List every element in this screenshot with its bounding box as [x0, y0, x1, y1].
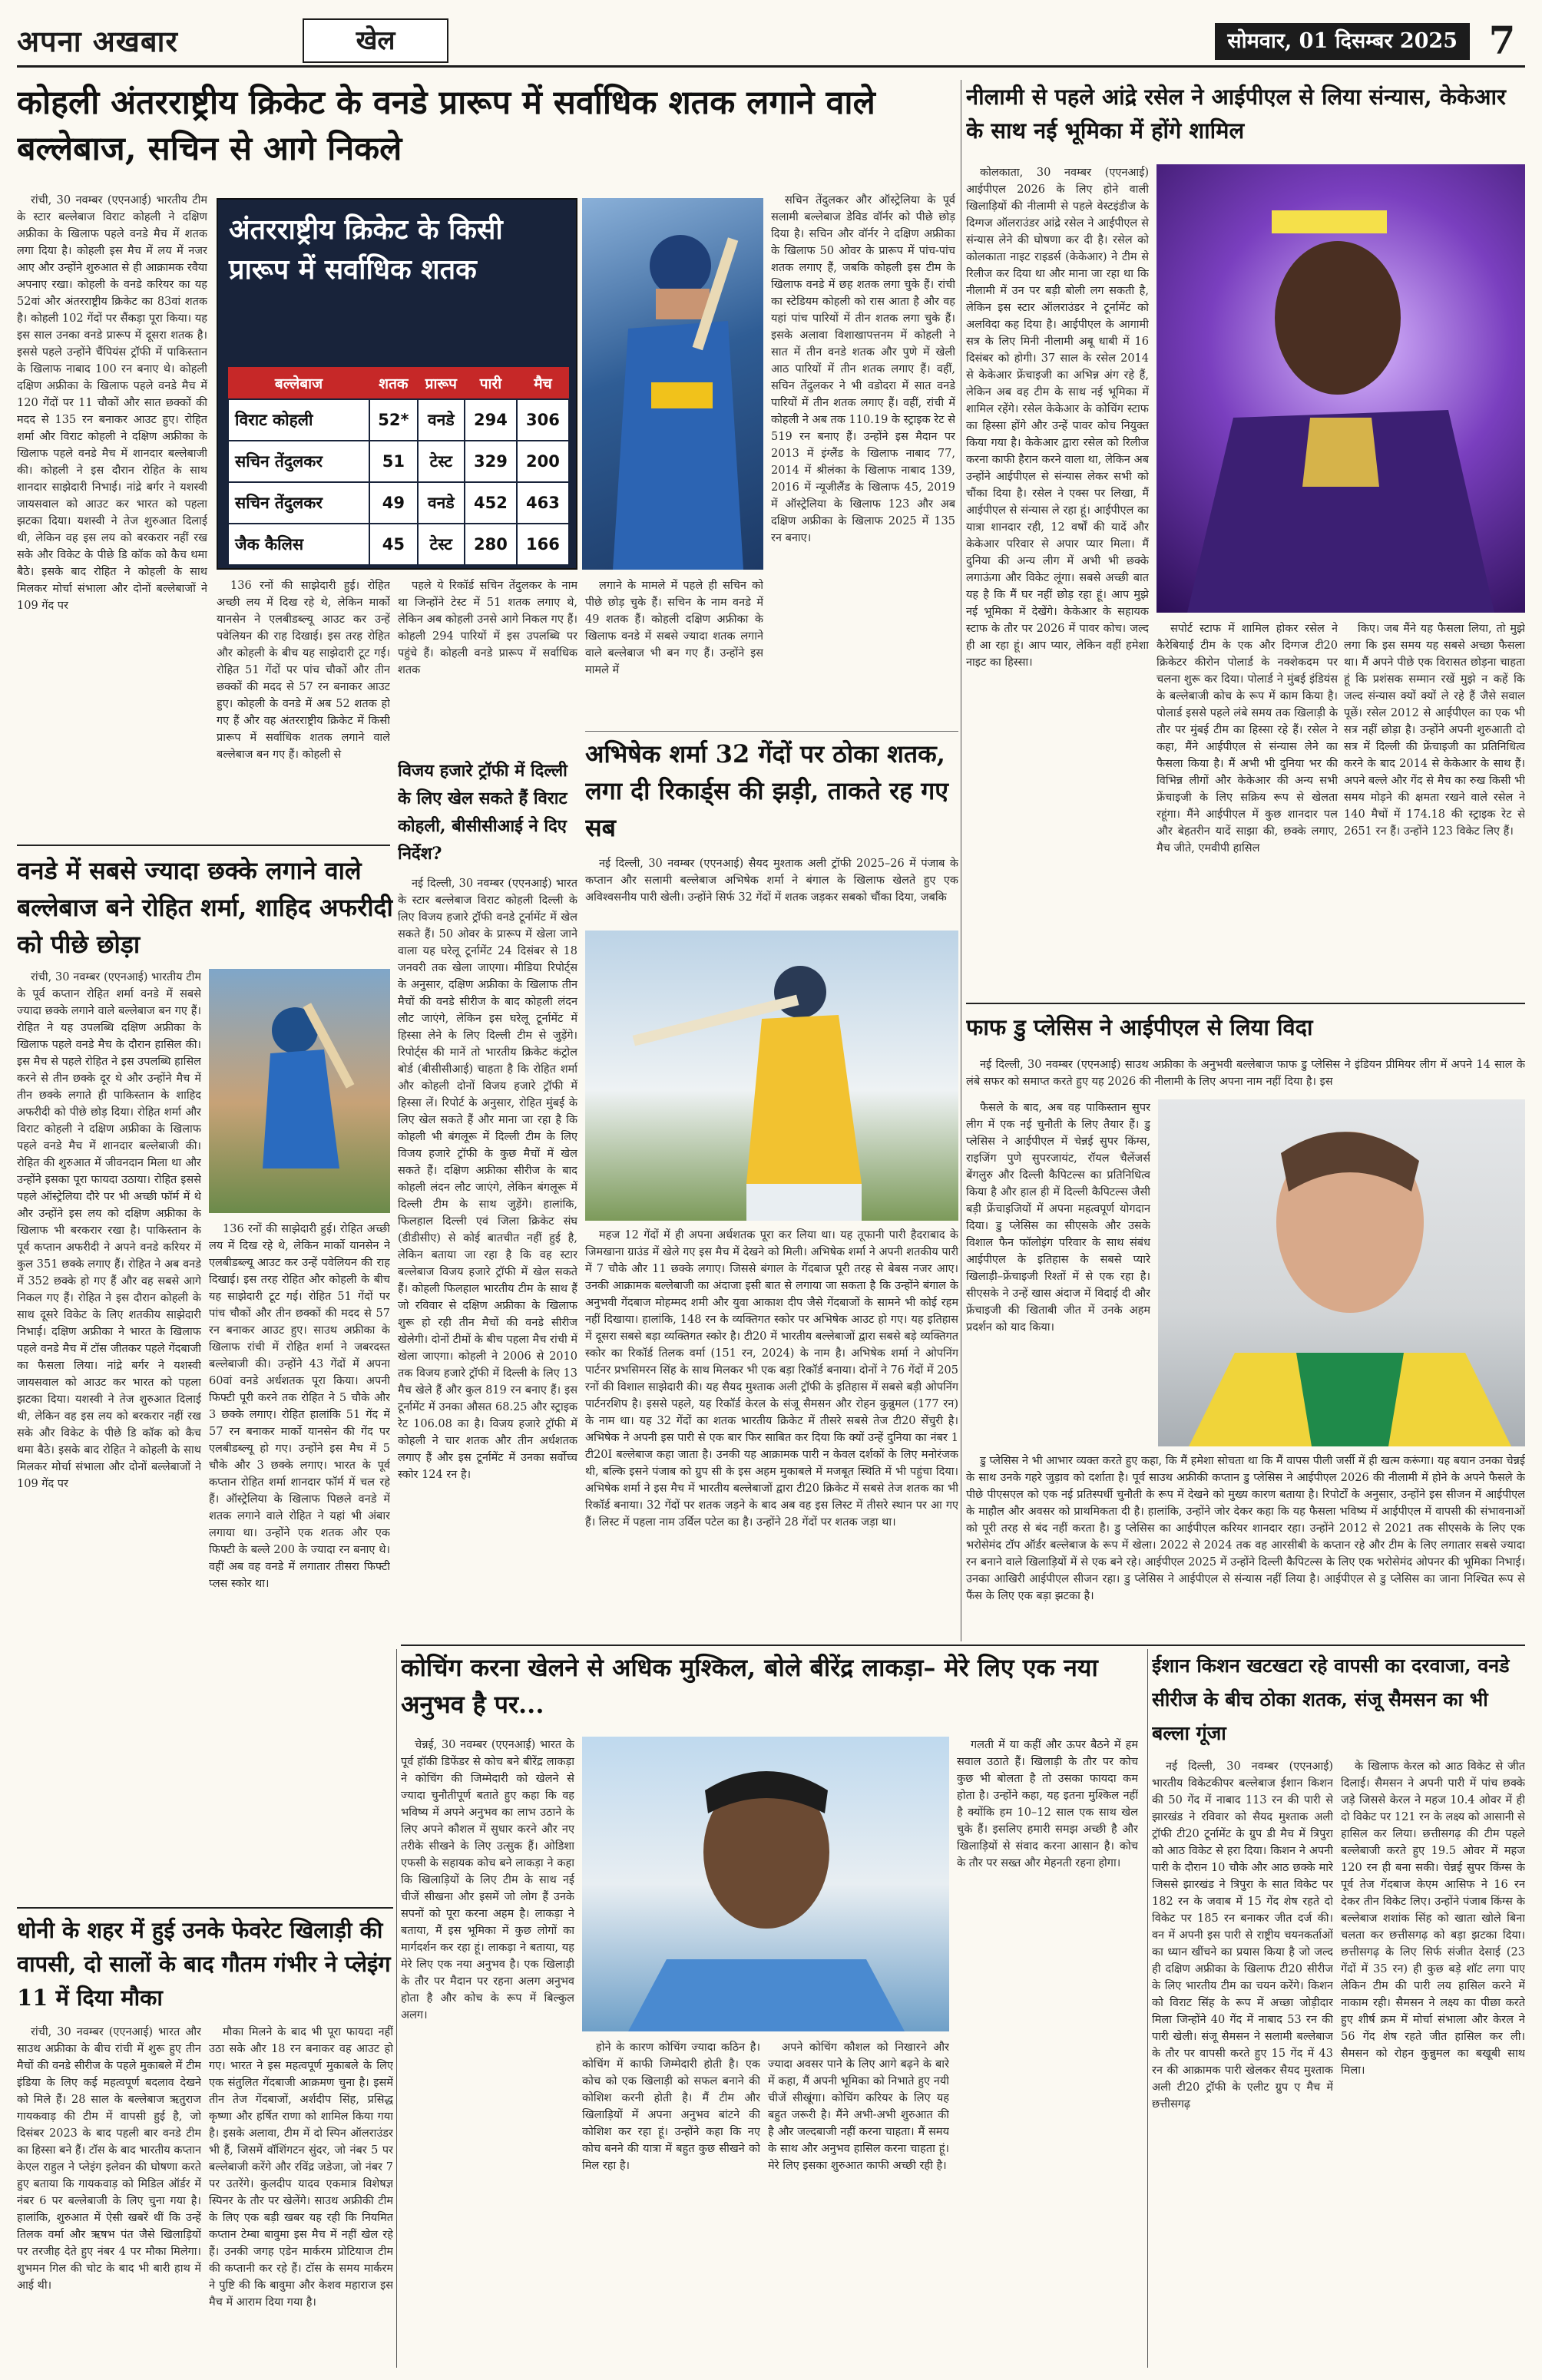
table-cell: सचिन तेंदुलकर	[228, 482, 369, 524]
vijay-headline: विजय हजारे ट्रॉफी में दिल्ली के लिए खेल सकते हैं विराट कोहली, बीसीसीआई ने दिए निर्देश?	[398, 761, 567, 864]
table-cell: टेस्ट	[418, 441, 465, 482]
faf-figure-illustration	[1158, 1099, 1525, 1446]
rohit-batting-photo	[209, 969, 390, 1213]
dhoni-headline: धोनी के शहर में हुई उनके फेवरेट खिलाड़ी की वापसी, दो सालों के बाद गौतम गंभीर ने प्लेइंग 11 में दिया मौका	[17, 1917, 391, 2011]
table-cell: विराट कोहली	[228, 399, 369, 441]
birendra-text-3: अपने कोचिंग कौशल को निखारने और ज्यादा अवसर पाने के लिए आगे बढ़ने के बारे में कहा, मैं अपनी भूमिका को निभाते हुए नयी चीजें सीखूंगा। कोचिंग करियर के लिए यह बहुत जरूरी है। मैंने अभी-अभी शुरुआत की है और जल्दबाजी नहीं करना चाहता। मैं समय के साथ और अनुभव हासिल करना चाहता हूं। मेरे लिए इसका शुरुआत काफी अच्छी रही है।	[768, 2041, 949, 2172]
kohli-column-1	[17, 192, 207, 875]
russell-text-2: सपोर्ट स्टाफ में शामिल होकर रसेल ने कैरेबियाई टीम के एक और दिग्गज टी20 क्रिकेटर कीरोन पोलार्ड के नक्शेकदम पर चलना शुरू कर दिया। पोलार्ड ने मुंबई इंडियंस के बल्लेबाजी कोच के रूप में काम किया है। पोलार्ड इससे पहले लंबे समय तक खिलाड़ी के तौर पर मुंबई टीम का हिस्सा रहे हैं। रसेल ने कहा, मैंने आईपीएल से संन्यास लेने का फैसला किया है। मैं अभी भी दुनिया भर की विभिन्न लीगों और केकेआर की अन्य सभी फ्रेंचाइजी के लिए सक्रिय रूप से खेलता रहूंगा। मैंने आईपीएल में कुछ शानदार पल और बेहतरीन यादें साझा की, छक्के लगाए, मैच जीते, एमवीपी हासिल	[1156, 623, 1338, 854]
faf-column-1	[966, 1099, 1150, 1445]
newspaper-brand: अपना अखबार	[17, 24, 178, 58]
russell-column-1	[966, 164, 1149, 995]
ishan-text-2: के खिलाफ केरल को आठ विकेट से जीत दिलाई। सैमसन ने अपनी पारी में पांच छक्के जड़े जिससे केरल ने महज 10.4 ओवर में ही दो विकेट पर 121 रन के लक्ष्य को आसानी से हासिल कर लिया। छत्तीसगढ़ की टीम पहले बल्लेबाजी करते हुए 19.5 ओवर में महज 120 रन ही बना सकी। चेन्नई सुपर किंग्स के पूर्व तेज गेंदबाज केएम आसिफ ने 16 रन देकर तीन विकेट लिए। उन्होंने पंजाब किंग्स के बल्लेबाज शशांक सिंह को खाता खोले बिना चलता कर छत्तीसगढ़ को बड़ा झटका दिया। छत्तीसगढ़ के लिए सिर्फ संजीत देसाई (23 गेंदों में 35 रन) ही कुछ बड़े शॉट लगा पाए लेकिन टीम की पारी लय हासिल करने में नाकाम रही। सैमसन ने लक्ष्य का पीछा करते हुए शीर्ष क्रम में मोर्चा संभाला और केरल ने 56 गेंद शेष रहते जीत हासिल कर ली। सैमसन को रोहन कुन्नुमल का बखूबी साथ मिला।	[1341, 1760, 1525, 2077]
birendra-figure-illustration	[582, 1737, 949, 2031]
ishan-column-1	[1152, 1758, 1333, 2368]
table-row	[228, 441, 569, 482]
rohit-column-1	[17, 969, 201, 1904]
faf-headline: फाफ डु प्लेसिस ने आईपीएल से लिया विदा	[966, 1014, 1313, 1040]
abhishek-figure-illustration	[585, 931, 958, 1221]
ishan-text-1: नई दिल्ली, 30 नवम्बर (एएनआई) भारतीय विकेटकीपर बल्लेबाज ईशान किशन की 50 गेंद में नाबाद 113 रन की पारी से झारखंड ने रविवार को सैयद मुश्ताक अली ट्रॉफी टी20 टूर्नामेंट के ग्रुप डी मैच में त्रिपुरा को आठ विकेट से हरा दिया। किशन ने अपनी पारी के दौरान 10 चौके और आठ छक्के मारे जिससे झारखंड ने त्रिपुरा के सात विकेट पर 182 रन के जवाब में 15 गेंद शेष रहते दो विकेट पर 185 रन बनाकर जीत दर्ज की। वन में अपनी इस पारी से राष्ट्रीय चयनकर्ताओं का ध्यान खींचने का प्रयास किया है जो जल्द ही दक्षिण अफ्रीका के खिलाफ टी20 सीरीज के लिए भारतीय टीम का चयन करेंगे। किशन को विराट सिंह के रूप में अच्छा जोड़ीदार मिला जिन्होंने 40 गेंद में नाबाद 53 रन की पारी खेली। संजू सैमसन ने सलामी बल्लेबाज के तौर पर वापसी करते हुए 15 गेंद में 43 रन की आक्रामक पारी खेलकर सैयद मुश्ताक अली टी20 ट्रॉफी के एलीट ग्रुप ए मैच में छत्तीसगढ़	[1152, 1760, 1333, 2111]
abhishek-intro-text: नई दिल्ली, 30 नवम्बर (एएनआई) सैयद मुश्ताक अली ट्रॉफी 2025–26 में पंजाब के कप्तान और सलामी बल्लेबाज अभिषेक शर्मा ने बंगाल के खिलाफ खेलते हुए एक अविश्वसनीय पारी खेली। उन्होंने सिर्फ 32 गेंदों में शतक जड़कर सबको चौंका दिया, जबकि	[585, 858, 958, 904]
vijay-text-1: नई दिल्ली, 30 नवम्बर (एएनआई) भारत के स्टार बल्लेबाज विराट कोहली दिल्ली के लिए विजय हजारे ट्रॉफी वनडे टूर्नामेंट में खेल सकते हैं। 50 ओवर के प्रारूप में खेला जाने वाला यह घरेलू टूर्नामेंट 24 दिसंबर से 18 जनवरी तक खेला जाएगा। मीडिया रिपोर्ट्स के अनुसार, दक्षिण अफ्रीका के खिलाफ तीन मैचों की वनडे सीरीज के बाद कोहली लंदन लौट जाएंगे, लेकिन इस घरेलू टूर्नामेंट में हिस्सा लेने के लिए दिल्ली टीम से जुड़ेंगे। रिपोर्ट्स की मानें तो भारतीय क्रिकेट कंट्रोल बोर्ड (बीसीसीआई) चाहता है कि रोहित शर्मा और कोहली दोनों विजय हजारे ट्रॉफी में हिस्सा लें। रिपोर्ट के अनुसार, रोहित मुंबई के लिए खेल सकते हैं और माना जा रहा है कि कोहली भी बंगलूरू में दिल्ली टीम के लिए विजय हजारे ट्रॉफी के कुछ मैचों में खेल सकते हैं। दक्षिण अफ्रीका सीरीज के बाद कोहली लंदन लौट जाएंगे, लेकिन बंगलूरू में दिल्ली टीम के साथ जुड़ेंगे। हालांकि, फिलहाल दिल्ली एवं जिला क्रिकेट संघ (डीडीसीए) से कोई बातचीत नहीं हुई है, लेकिन बताया जा रहा है कि वह स्टार बल्लेबाज विजय हजारे ट्रॉफी में खेल सकते हैं। कोहली फिलहाल भारतीय टीम के साथ हैं जो रविवार से दक्षिण अफ्रीका के खिलाफ शुरू हो रही तीन मैचों की वनडे सीरीज खेलेगी। दोनों टीमों के बीच पहला मैच रांची में खेला जाएगा। कोहली ने 2006 से 2010 तक विजय हजारे ट्रॉफी में दिल्ली के लिए 13 मैच खेले हैं और कुल 819 रन बनाए हैं। इस टूर्नामेंट में उनका औसत 68.25 और स्ट्राइक रेट 106.08 का है। विजय हजारे ट्रॉफी में कोहली ने चार शतक और तीन अर्धशतक लगाए हैं और इस टूर्नामेंट में उनका सर्वोच्च स्कोर 124 रन है।	[398, 878, 577, 1481]
russell-column-2	[1156, 620, 1338, 997]
birendra-column-4	[957, 1737, 1138, 2368]
abhishek-text: महज 12 गेंदों में ही अपना अर्धशतक पूरा कर लिया था। यह तूफानी पारी हैदराबाद के जिमखाना ग्राउंड में खेले गए इस मैच में देखने को मिली। अभिषेक शर्मा ने अपनी शतकीय पारी में 7 चौके और 11 छक्के लगाए। जिससे बंगाल के गेंदबाज पूरी तरह से बेबस नजर आए। उनकी आक्रामक बल्लेबाजी का अंदाजा इसी बात से लगाया जा सकता है कि उन्होंने बंगाल के अनुभवी गेंदबाज मोहम्मद शमी और युवा आकाश दीप जैसे गेंदबाजों के सामने भी कोई रहम नहीं दिखाया। हालांकि, 148 रन के व्यक्तिगत स्कोर पर अभिषेक आउट हो गए। यह इतिहास में दूसरा सबसे बड़ा व्यक्तिगत स्कोर है। टी20 में भारतीय बल्लेबाजों द्वारा सबसे बड़े व्यक्तिगत स्कोर का रिकॉर्ड तिलक वर्मा (151 रन, 2024) के नाम है। अभिषेक शर्मा ने ओपनिंग पार्टनर प्रभसिमरन सिंह के साथ मिलकर भी एक बड़ा रिकॉर्ड बनाया। दोनों ने 76 गेंदों में 205 रनों की विशाल साझेदारी की। यह सैयद मुश्ताक अली ट्रॉफी के इतिहास में सबसे बड़ी ओपनिंग पार्टनरशिप है। इससे पहले, यह रिकॉर्ड केरल के संजू सैमसन और रोहन कुन्नुमल (177 रन) के नाम था। यह 32 गेंदों का शतक भारतीय क्रिकेट में तीसरे सबसे तेज टी20 सेंचुरी है। अभिषेक ने अपनी इस पारी से एक बार फिर साबित कर दिया कि क्यों उन्हें दुनिया का नंबर 1 टी20I बल्लेबाज कहा जाता है। उनकी यह आक्रामक पारी न केवल दर्शकों के लिए मनोरंजक थी, बल्कि इसने पंजाब को ग्रुप सी के इस अहम मुकाबले में मजबूत स्थिति में भी पहुंचा दिया। अभिषेक शर्मा ने इस मैच में भारतीय बल्लेबाजों द्वारा टी20 क्रिकेट में सबसे तेज शतक का भी रिकॉर्ड बनाया। 32 गेंदों पर शतक जड़ने के बाद अब वह इस लिस्ट में तीसरे स्थान पर आ गए हैं। लिस्ट में पहला नाम उर्विल पटेल का है। उन्होंने 28 गेंदों पर शतक जड़ा था।	[585, 1229, 958, 1529]
kohli-text-1: रांची, 30 नवम्बर (एएनआई) भारतीय टीम के स्टार बल्लेबाज विराट कोहली ने दक्षिण अफ्रीका के खिलाफ पहले वनडे मैच में शतक लगा दिया है। कोहली इस मैच में लय में नजर आए और उन्होंने शुरुआत से ही आक्रामक रवैया अपनाए रखा। कोहली के वनडे करियर का यह 52वां और अंतरराष्ट्रीय क्रिकेट का 83वां शतक है। कोहली 102 गेंदों पर सैंकड़ा पूरा किया। यह इस साल उनका वनडे प्रारूप में दूसरा शतक है। इससे पहले उन्होंने चैंपियंस ट्रॉफी में पाकिस्तान के खिलाफ नाबाद 100 रन बनाए थे। कोहली दक्षिण अफ्रीका के खिलाफ पहले वनडे मैच में 120 गेंदों पर 11 चौकों और सात छक्कों की मदद से 135 रन बनाकर आउट हुए। रोहित शर्मा और विराट कोहली ने दक्षिण अफ्रीका के खिलाफ पहले वनडे मैच में शानदार बल्लेबाजी की। कोहली ने इस दौरान रोहित के साथ शानदार साझेदारी निभाई। नांद्रे बर्गर ने यशस्वी जायसवाल को आउट कर भारत को पहला झटका दिया। यशस्वी ने तेज शुरुआत दिलाई थी, लेकिन वह इस लय को बरकरार नहीं रख सके और विकेट के पीछे डि कॉक को कैच थमा बैठे। इसके बाद रोहित ने कोहली के साथ मिलकर मोर्चा संभाला और दोनों बल्लेबाजों ने 109 गेंद पर	[17, 194, 207, 612]
table-cell: 329	[465, 441, 517, 482]
dhoni-column-2	[209, 2024, 393, 2368]
table-cell: वनडे	[418, 399, 465, 441]
article-divider	[966, 1003, 1525, 1004]
rohit-text-1: रांची, 30 नवम्बर (एएनआई) भारतीय टीम के पूर्व कप्तान रोहित शर्मा वनडे में सबसे ज्यादा छक्के लगाने वाले बल्लेबाज बन गए हैं। रोहित ने यह उपलब्धि दक्षिण अफ्रीका के खिलाफ पहले वनडे मैच के दौरान हासिल की। इस मैच से पहले रोहित ने इस उपलब्धि हासिल करने से तीन छक्के दूर थे और उन्होंने मैच में तीन छक्के लगाते ही पाकिस्तान के शाहिद अफरीदी को पीछे छोड़ दिया। रोहित शर्मा और विराट कोहली ने दक्षिण अफ्रीका के खिलाफ पहले वनडे मैच में शानदार बल्लेबाजी की। रोहित की शुरुआत में जीवनदान मिला था और उन्होंने इसका पूरा फायदा उठाया। रोहित इससे पहले ऑस्ट्रेलिया दौरे पर भी अच्छी फॉर्म में थे और उन्होंने इस लय को दक्षिण अफ्रीका के खिलाफ भी बरकरार रखा है। पाकिस्तान के पूर्व कप्तान अफरीदी ने अपने वनडे करियर में कुल 351 छक्के लगाए हैं। रोहित ने अब वनडे में 352 छक्के हो गए हैं और वह सबसे आगे निकल गए हैं। रोहित ने इस दौरान कोहली के साथ दूसरे विकेट के लिए शतकीय साझेदारी निभाई। दक्षिण अफ्रीका ने भारत के खिलाफ पहले वनडे मैच में टॉस जीतकर पहले गेंदबाजी का फैसला लिया। नांद्रे बर्गर ने यशस्वी जायसवाल को आउट कर भारत को पहला झटका दिया। यशस्वी ने तेज शुरुआत दिलाई थी, लेकिन वह इस लय को बरकरार नहीं रख सके और विकेट के पीछे डि कॉक को कैच थमा बैठे। इसके बाद रोहित ने कोहली के साथ मिलकर मोर्चा संभाला और दोनों बल्लेबाजों ने 109 गेंद पर	[17, 971, 201, 1490]
kohli-text-5: लगाने के मामले में पहले ही सचिन को पीछे छोड़ चुके हैं। सचिन के नाम वनडे में 49 शतक हैं। कोहली दक्षिण अफ्रीका के खिलाफ वनडे में सबसे ज्यादा शतक लगाने वाले बल्लेबाज भी बन गए हैं। उन्होंने इस मामले में	[585, 580, 763, 676]
table-header-cell: पारी	[465, 367, 517, 399]
faf-intro	[966, 1056, 1525, 1098]
ishan-headline: ईशान किशन खटखटा रहे वापसी का दरवाजा, वनडे सीरीज के बीच ठोका शतक, संजू सैमसन का भी बल्ला गूंजा	[1152, 1654, 1510, 1744]
faf-text-1: फैसले के बाद, अब वह पाकिस्तान सुपर लीग में एक नई चुनौती के लिए तैयार हैं। डु प्लेसिस ने आईपीएल में चेन्नई सुपर किंग्स, राइजिंग पुणे सुपरजायंट, रॉयल चैलेंजर्स बेंगलुरु और दिल्ली कैपिटल्स का प्रतिनिधित्व किया है और हाल ही में दिल्ली कैपिटल्स जैसी बड़ी फ्रेंचाइजियों में अपना महत्वपूर्ण योगदान दिया। डु प्लेसिस का सीएसके और उसके विशाल फैन फॉलोइंग परिवार के साथ संबंध आईपीएल के इतिहास के सबसे प्यारे खिलाड़ी–फ्रेंचाइजी रिश्तों में से एक रहा है। सीएसके ने उन्हें खास अंदाज में विदाई दी और फ्रेंचाइजी की खिताबी जीत में उनके अहम प्रदर्शन को याद किया।	[966, 1102, 1150, 1334]
kohli-headline: कोहली अंतरराष्ट्रीय क्रिकेट के वनडे प्रारूप में सर्वाधिक शतक लगाने वाले बल्लेबाज, सचिन से आगे निकले	[17, 84, 875, 168]
abhishek-body	[585, 1227, 958, 1641]
column-rule	[396, 1649, 397, 2368]
russell-text-3: किए। जब मैंने यह फैसला लिया, तो मुझे लगा कि इस समय यह सबसे अच्छा फैसला था। मैं अपने पीछे एक विरासत छोड़ना चाहता हूं कि प्रशंसक सम्मान रखें मुझे न कहें कि जल्द संन्यास क्यों क्यों ले रहे हैं जैसे सवाल पूछें। रसेल 2012 से आईपीएल का एक भी सत्र नहीं छोड़ा है। उन्होंने अपनी शुरुआती दो सत्र में दिल्ली की फ्रेंचाइजी का प्रतिनिधित्व करने के बाद 2014 से केकेआर के साथ हैं। अपने बल्ले और गेंद से मैच का रुख किसी भी समय मोड़ने की क्षमता रखने वाले रसेल ने 140 मैचों में 174.18 की स्ट्राइक रेट से 2651 रन हैं। उन्होंने 123 विकेट लिए हैं।	[1344, 623, 1525, 838]
table-cell: 45	[369, 524, 418, 565]
centuries-table	[227, 367, 570, 566]
table-header-cell: प्रारूप	[418, 367, 465, 399]
faf-column-2	[966, 1453, 1525, 1641]
kohli-figure-illustration	[582, 198, 763, 570]
kohli-batting-photo	[582, 198, 763, 570]
table-cell: सचिन तेंदुलकर	[228, 441, 369, 482]
table-header-cell: मैच	[517, 367, 569, 399]
issue-date: सोमवार, 01 दिसम्बर 2025	[1215, 23, 1470, 60]
kohli-text-4: सचिन तेंदुलकर और ऑस्ट्रेलिया के पूर्व सलामी बल्लेबाज डेविड वॉर्नर को पीछे छोड़ दिया है। सचिन और वॉर्नर ने दक्षिण अफ्रीका के खिलाफ 50 ओवर के प्रारूप में पांच-पांच शतक लगाए हैं, जबकि कोहली इस टीम के खिलाफ वनडे में छह शतक लगा चुके हैं। रांची का स्टेडियम कोहली को रास आता है और वह यहां पांच पारियों में तीन शतक लगा चुके हैं। इसके अलावा विशाखापत्तनम में कोहली ने सात में तीन वनडे शतक और पुणे में खेली आठ पारियों में तीन शतक लगाए हैं। वहीं, सचिन तेंदुलकर ने भी वडोदरा में सात वनडे पारियों में तीन शतक लगाए हैं। वहीं, रांची में कोहली ने अब तक 110.19 के स्ट्राइक रेट से 519 रन बनाए हैं। उन्होंने इस मैदान पर 2013 में इंग्लैंड के खिलाफ नाबाद 77, 2014 में श्रीलंका के खिलाफ नाबाद 139, 2016 में न्यूजीलैंड के खिलाफ 45, 2019 में ऑस्ट्रेलिया के खिलाफ 123 और अब दक्षिण अफ्रीका के खिलाफ 2025 में 135 रन बनाए।	[771, 194, 955, 544]
centuries-stat-box	[217, 198, 577, 570]
birendra-column-1	[401, 1737, 574, 2368]
table-cell: 294	[465, 399, 517, 441]
column-rule	[1147, 1649, 1148, 2368]
russell-portrait-photo	[1156, 164, 1525, 613]
table-cell: 280	[465, 524, 517, 565]
table-row	[228, 482, 569, 524]
dhoni-column-1	[17, 2024, 201, 2368]
russell-figure-illustration	[1156, 164, 1525, 613]
abhishek-headline: अभिषेक शर्मा 32 गेंदों पर ठोका शतक, लगा दी रिकार्ड्स की झड़ी, ताकते रह गए सब	[585, 739, 948, 842]
birendra-column-3	[768, 2039, 949, 2368]
birendra-column-2	[582, 2039, 760, 2368]
table-cell: जैक कैलिस	[228, 524, 369, 565]
article-divider	[401, 1645, 1525, 1646]
stat-box-title: अंतरराष्ट्रीय क्रिकेट के किसी प्रारूप में सर्वाधिक शतक	[229, 214, 503, 286]
table-header-cell: शतक	[369, 367, 418, 399]
page-number: 7	[1488, 18, 1516, 63]
article-divider	[17, 845, 390, 846]
kohli-text-3: पहले ये रिकॉर्ड सचिन तेंदुलकर के नाम था जिन्होंने टेस्ट में 51 शतक लगाए थे, लेकिन अब कोहली उनसे आगे निकल गए हैं। कोहली 294 पारियों में इस उपलब्धि पर पहुंचे हैं। कोहली वनडे प्रारूप में सर्वाधिक शतक	[398, 580, 577, 676]
table-cell: 463	[517, 482, 569, 524]
birendra-text-1: चेन्नई, 30 नवम्बर (एएनआई) भारत के पूर्व हॉकी डिफेंडर से कोच बने बीरेंद्र लाकड़ा ने कोचिंग की जिम्मेदारी को खेलने से ज्यादा चुनौतीपूर्ण बताते हुए कहा कि वह भविष्य में अपने अनुभव का लाभ उठाने के लिए अपने कौशल में सुधार करने और नए तरीके सीखने के लिए उत्सुक हैं। ओडिशा एफसी के सहायक कोच बने लाकड़ा ने कहा कि खिलाड़ियों के लिए टीम के साथ नई चीजें सीखना और इसमें जो लोग हैं उनके सपनों को पूरा करना अहम है। लाकड़ा ने बताया, मैं इस भूमिका में कुछ लोगों का मार्गदर्शन कर रहा हूं। लाकड़ा ने बताया, यह मेरे लिए एक नया अनुभव है। एक खिलाड़ी के तौर पर मैदान पर रहना अलग अनुभव होता है और कोच के रूप में बिल्कुल अलग।	[401, 1739, 574, 2021]
rohit-figure-illustration	[209, 969, 390, 1213]
rohit-column-2	[209, 1221, 390, 1904]
section-label: खेल	[303, 18, 448, 63]
table-cell: 452	[465, 482, 517, 524]
faf-portrait-photo	[1158, 1099, 1525, 1446]
birendra-portrait-photo	[582, 1737, 949, 2031]
table-row	[228, 524, 569, 565]
article-divider	[585, 731, 958, 732]
dhoni-text-2: मौका मिलने के बाद भी पूरा फायदा नहीं उठा सके और 18 रन बनाकर वह आउट हो गए। भारत ने इस महत्वपूर्ण मुकाबले के लिए एक संतुलित गेंदबाजी आक्रमण चुना है। इसमें तीन तेज गेंदबाजों, अर्शदीप सिंह, प्रसिद्ध कृष्णा और हर्षित राणा को शामिल किया गया है। इसके अलावा, टीम में दो स्पिन ऑलराउंडर भी हैं, जिसमें वॉशिंगटन सुंदर, जो नंबर 5 पर बल्लेबाजी करेंगे और रविंद्र जडेजा, जो नंबर 7 पर उतरेंगे। कुलदीप यादव एकमात्र विशेषज्ञ स्पिनर के तौर पर खेलेंगे। साउथ अफ्रीकी टीम के लिए एक बड़ी खबर यह रही कि नियमित कप्तान टेम्बा बावुमा इस मैच में नहीं खेल रहे हैं। उनकी जगह एडेन मार्करम प्रोटियाज टीम की कप्तानी कर रहे हैं। टॉस के समय मार्करम ने पुष्टि की कि बावुमा और केशव महाराज इस मैच में आराम दिया गया है।	[209, 2026, 393, 2309]
table-cell: 166	[517, 524, 569, 565]
article-divider	[17, 1907, 393, 1909]
table-header-row	[228, 367, 569, 399]
masthead	[17, 17, 1525, 68]
kohli-column-5	[585, 577, 763, 731]
birendra-text-4: गलती में या कहीं और ऊपर बैठने में हम सवाल उठाते हैं। खिलाड़ी के तौर पर कोच कुछ भी बोलता है तो उसका फायदा कम होता है। उन्होंने कहा, यह इतना मुश्किल नहीं है क्योंकि हम 10–12 साल एक साथ खेल चुके हैं। इसलिए हमारी समझ अच्छी है और खिलाड़ियों से संवाद करना आसान है। कोच के तौर पर सख्त और मेहनती रहना होगा।	[957, 1739, 1138, 1869]
table-cell: 52*	[369, 399, 418, 441]
rohit-text-2: 136 रनों की साझेदारी हुई। रोहित अच्छी लय में दिख रहे थे, लेकिन मार्को यानसेन ने एलबीडब्ल्यू आउट कर उन्हें पवेलियन की राह दिखाई। इस तरह रोहित और कोहली के बीच यह साझेदारी टूट गई। रोहित 51 गेंदों पर पांच चौकों और तीन छक्कों की मदद से 57 रन बनाकर आउट हुए। साउथ अफ्रीका के खिलाफ रांची में रोहित शर्मा ने जबरदस्त बल्लेबाजी की। उन्होंने 43 गेंदों में अपना 60वां वनडे अर्धशतक पूरा किया। अपनी फिफ्टी पूरी करने तक रोहित ने 5 चौके और 3 छक्के लगाए। रोहित हालांकि 51 गेंद में 57 रन बनाकर मार्को यानसेन की गेंद पर एलबीडब्ल्यू हो गए। उन्होंने इस मैच में 5 चौके और 3 छक्के लगाए। भारत के पूर्व कप्तान रोहित शर्मा शानदार फॉर्म में चल रहे हैं। ऑस्ट्रेलिया के खिलाफ पिछले वनडे में शतक लगाने वाले रोहित ने यहां भी अंबार लगाया था। उन्होंने एक शतक और एक फिफ्टी के बल्ले 200 के ज्यादा रन बनाए थे। वहीं अब वह वनडे में लगातार तीसरा फिफ्टी प्लस स्कोर था।	[209, 1223, 390, 1590]
russell-text-1: कोलकाता, 30 नवम्बर (एएनआई) आईपीएल 2026 के लिए होने वाली खिलाड़ियों की नीलामी से पहले वेस्टइंडीज के दिग्गज ऑलराउंडर आंद्रे रसेल ने आईपीएल से संन्यास लेने की घोषणा कर दी है। रसेल को कोलकाता नाइट राइडर्स (केकेआर) ने टीम से रिलीज कर दिया था और माना जा रहा था कि नीलामी में उन पर बड़ी बोली लग सकती है, लेकिन इस स्टार ऑलराउंडर ने टूर्नामेंट को अलविदा कह दिया है। आईपीएल के आगामी सत्र के लिए मिनी नीलामी अबू धाबी में 16 दिसंबर को होगी। 37 साल के रसेल 2014 से केकेआर फ्रेंचाइजी का अभिन्न अंग रहे हैं, लेकिन अब वह टीम के साथ नई भूमिका में शामिल रहेंगे। रसेल केकेआर के कोचिंग स्टाफ का हिस्सा होंगे और उन्हें पावर कोच नियुक्त किया गया है। केकेआर द्वारा रसेल को रिलीज करना काफी हैरान करने वाला था, लेकिन अब उन्होंने आईपीएल से संन्यास लेकर सभी को चौंका दिया है। रसेल ने एक्स पर लिखा, मैं आईपीएल से संन्यास ले रहा हूं। आईपीएल का यात्रा शानदार रही, 12 वर्षों की यादें और केकेआर परिवार से अपार प्यार मिला। मैं दुनिया की अन्य लीग में अभी भी छक्के लगाऊंगा और विकेट लूंगा। सबसे अच्छी बात यह है कि मैं घर नहीं छोड़ रहा हूं। आप मुझे नई भूमिका में देखेंगे। केकेआर के सहायक स्टाफ के तौर पर 2026 में पावर कोच। जल्द ही आ रहा हूं। आप प्यार, लेकिन वहीं हमेशा नाइट का हिस्सा।	[966, 167, 1149, 669]
table-cell: 49	[369, 482, 418, 524]
birendra-text-2: होने के कारण कोचिंग ज्यादा कठिन है। कोचिंग में काफी जिम्मेदारी होती है। एक कोच को एक खिलाड़ी को सफल बनाने की कोशिश करनी होती है। मैं टीम और खिलाड़ियों में अपना अनुभव बांटने की कोशिश कर रहा हूं। उन्होंने कहा कि नए कोच बनने की यात्रा में बहुत कुछ सीखने को मिल रहा है।	[582, 2041, 760, 2172]
table-header-cell: बल्लेबाज	[228, 367, 369, 399]
rohit-headline: वनडे में सबसे ज्यादा छक्के लगाने वाले बल्लेबाज बने रोहित शर्मा, शाहिद अफरीदी को पीछे छोड़ा	[17, 856, 393, 959]
faf-intro-text: नई दिल्ली, 30 नवम्बर (एएनआई) साउथ अफ्रीका के अनुभवी बल्लेबाज फाफ डु प्लेसिस ने इंडियन प्रीमियर लीग में अपने 14 साल के लंबे सफर को समाप्त करते हुए यह 2026 की नीलामी के लिए अपना नाम नहीं दिया है। इस	[966, 1059, 1525, 1088]
abhishek-intro	[585, 855, 958, 927]
kohli-column-3	[398, 577, 577, 751]
table-cell: 200	[517, 441, 569, 482]
birendra-headline: कोचिंग करना खेलने से अधिक मुश्किल, बोले बीरेंद्र लाकड़ा– मेरे लिए एक नया अनुभव है पर...	[401, 1653, 1098, 1719]
kohli-column-2	[217, 577, 390, 766]
kohli-column-4	[771, 192, 955, 559]
russell-column-3	[1344, 620, 1525, 997]
table-cell: वनडे	[418, 482, 465, 524]
faf-text-2: डु प्लेसिस ने भी आभार व्यक्त करते हुए कहा, कि मैं हमेशा सोचता था कि मैं वापस पीली जर्सी में ही खत्म करूंगा। यह बयान उनका चेन्नई के साथ उनके गहरे जुड़ाव को दर्शाता है। पूर्व साउथ अफ्रीकी कप्तान डु प्लेसिस ने आईपीएल 2026 की नीलामी में होने के अपने फैसले के पीछे पीएसएल को एक नई प्रतिस्पर्धी चुनौती के रूप में देखने को मुख्य कारण बताया है। रिपोर्टों के अनुसार, उन्होंने इस सीजन में आईपीएल के माहौल और अवसर को प्राथमिकता दी है। हालांकि, उन्होंने जोर देकर कहा कि यह फैसला भविष्य में आईपीएल में वापसी की संभावनाओं को पूरी तरह से बंद नहीं करता है। डु प्लेसिस का आईपीएल करियर शानदार रहा। उन्होंने 2012 से 2021 तक सीएसके के लिए एक भरोसेमंद टॉप ऑर्डर बल्लेबाज के रूप में खेला। 2022 से 2024 तक वह आरसीबी के कप्तान रहे और टीम के लिए लगातार सबसे ज्यादा रन बनाने वाले खिलाड़ियों में से एक बने रहे। आईपीएल 2025 में उन्होंने दिल्ली कैपिटल्स के लिए एक भरोसेमंद ओपनर की भूमिका निभाई। उनका आखिरी आईपीएल सीजन रहा। डु प्लेसिस ने आईपीएल से संन्यास नहीं लिया है। आईपीएल से डु प्लेसिस का जाना निश्चित रूप से फैंस के लिए एक बड़ा झटका है।	[966, 1455, 1525, 1602]
ishan-column-2	[1341, 1758, 1525, 2368]
kohli-text-2: 136 रनों की साझेदारी हुई। रोहित अच्छी लय में दिख रहे थे, लेकिन मार्को यानसेन ने एलबीडब्ल्यू आउट कर उन्हें पवेलियन की राह दिखाई। इस तरह रोहित और कोहली के बीच यह साझेदारी टूट गई। रोहित 51 गेंदों पर पांच चौकों और तीन छक्कों की मदद से 57 रन बनाकर आउट हुए। कोहली के वनडे में अब 52 शतक हो गए हैं और वह अंतरराष्ट्रीय क्रिकेट में किसी प्रारूप में सर्वाधिक शतक लगाने वाले बल्लेबाज बन गए हैं। कोहली से	[217, 580, 390, 761]
table-cell: 306	[517, 399, 569, 441]
table-cell: 51	[369, 441, 418, 482]
russell-headline: नीलामी से पहले आंद्रे रसेल ने आईपीएल से लिया संन्यास, केकेआर के साथ नई भूमिका में होंगे शामिल	[966, 84, 1506, 144]
abhishek-batting-photo	[585, 931, 958, 1221]
table-cell: टेस्ट	[418, 524, 465, 565]
dhoni-text-1: रांची, 30 नवम्बर (एएनआई) भारत और साउथ अफ्रीका के बीच रांची में शुरू हुए तीन मैचों की वनडे सीरीज के पहले मुकाबले में टीम इंडिया के लिए कई महत्वपूर्ण बदलाव देखने को मिले हैं। 28 साल के बल्लेबाज ऋतुराज गायकवाड़ की टीम में वापसी हुई है, जो दिसंबर 2023 के बाद पहली बार वनडे टीम का हिस्सा बने हैं। टॉस के बाद भारतीय कप्तान केएल राहुल ने प्लेइंग इलेवन की घोषणा करते हुए बताया कि गायकवाड़ को मिडिल ऑर्डर में नंबर 6 पर बल्लेबाजी के लिए चुना गया है। हालांकि, शुरुआत में ऐसी खबरें थीं कि उन्हें तिलक वर्मा और ऋषभ पंत जैसे खिलाड़ियों पर तरजीह देते हुए नंबर 4 पर मौका मिलेगा। शुभमन गिल की चोट के बाद भी बारी हाथ में आई थी।	[17, 2026, 201, 2292]
table-row	[228, 399, 569, 441]
